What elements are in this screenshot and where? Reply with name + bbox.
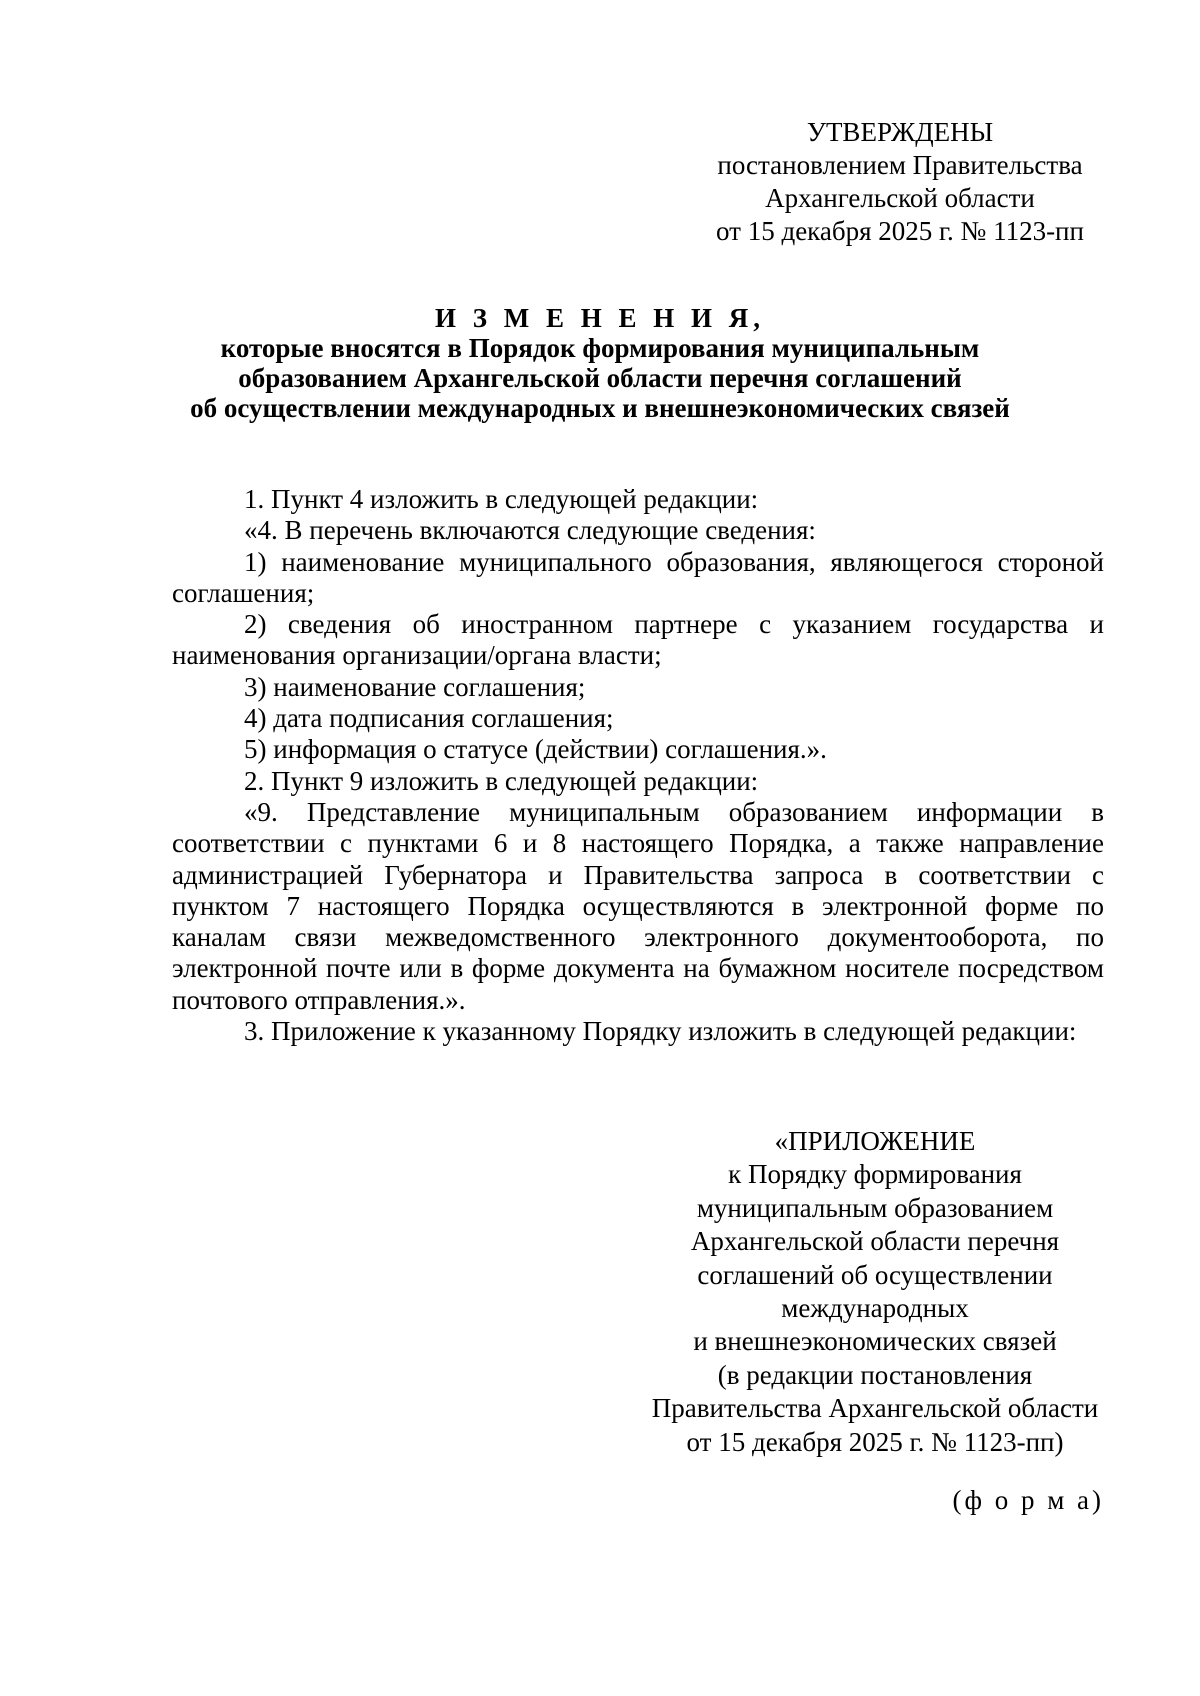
approval-date-line: от 15 декабря 2025 г. № 1123-пп xyxy=(716,216,1084,246)
paragraph: 5) информация о статусе (действии) соглашения.». xyxy=(244,734,827,765)
document-body xyxy=(172,484,1104,1047)
paragraph: 2) сведения об иностранном партнере с указанием государства и наименования организации/органа власти; xyxy=(172,609,1104,671)
approval-title: УТВЕРЖДЕНЫ xyxy=(806,117,994,147)
paragraph: «9. Представление муниципальным образованием информации в соответствии с пунктами 6 и 8 настоящего Порядка, а также направление администрацией Губернатора и Правительства запроса в соответствии с пунктом 7 настоящего Порядка осуществляются в электронной форме по каналам связи межведомственного электронного документооборота, по электронной почте или в форме документа на бумажном носителе посредством почтового отправления.». xyxy=(172,796,1104,1015)
appendix-line: к Порядку формирования xyxy=(728,1159,1022,1190)
paragraph: 2. Пункт 9 изложить в следующей редакции: xyxy=(244,765,759,796)
form-label: (ф о р м а) xyxy=(952,1485,1104,1515)
paragraph: «4. В перечень включаются следующие сведения: xyxy=(244,515,816,546)
appendix-line: муниципальным образованием xyxy=(696,1192,1054,1223)
appendix-line: соглашений об осуществлении xyxy=(697,1259,1053,1290)
document-title: И З М Е Н Е Н И Я, xyxy=(434,303,765,333)
document-subtitle-line: об осуществлении международных и внешнеэкономических связей xyxy=(190,393,1010,423)
appendix-line: (в редакции постановления xyxy=(717,1359,1033,1390)
document-subtitle-line: образованием Архангельской области перечня соглашений xyxy=(238,363,962,393)
paragraph: 3) наименование соглашения; xyxy=(244,671,586,702)
appendix-block xyxy=(630,1125,1120,1459)
document-heading xyxy=(150,303,1050,423)
document-subtitle-line: которые вносятся в Порядок формирования муниципальным xyxy=(220,333,980,363)
appendix-line: международных xyxy=(781,1293,969,1324)
paragraph: 3. Приложение к указанному Порядку изложить в следующей редакции: xyxy=(244,1016,1077,1047)
approval-block xyxy=(700,116,1100,248)
paragraph: 4) дата подписания соглашения; xyxy=(244,703,614,734)
appendix-line: и внешнеэкономических связей xyxy=(693,1326,1057,1357)
paragraph: 1. Пункт 4 изложить в следующей редакции: xyxy=(244,484,759,514)
approval-line: Архангельской области xyxy=(765,183,1035,213)
appendix-line: Архангельской области перечня xyxy=(690,1226,1060,1257)
appendix-line: Правительства Архангельской области xyxy=(651,1393,1099,1424)
approval-line: постановлением Правительства xyxy=(717,150,1083,180)
appendix-date-line: от 15 декабря 2025 г. № 1123-пп) xyxy=(686,1426,1064,1457)
appendix-title: «ПРИЛОЖЕНИЕ xyxy=(774,1126,976,1156)
paragraph: 1) наименование муниципального образования, являющегося стороной соглашения; xyxy=(172,546,1104,608)
